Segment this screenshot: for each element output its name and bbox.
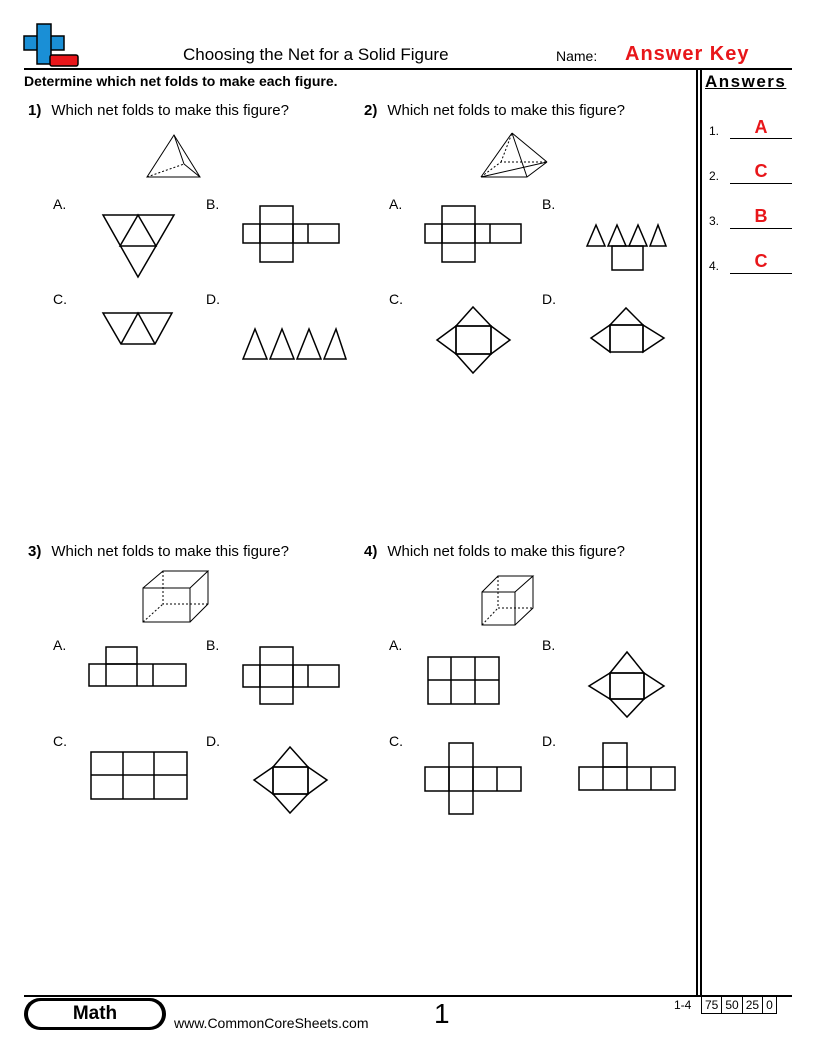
subject-label: Math xyxy=(28,1001,162,1027)
sidebar-divider xyxy=(696,68,698,996)
option-label[interactable]: B. xyxy=(206,196,220,212)
answer-value: A xyxy=(754,117,768,137)
score-cell: 0 xyxy=(763,997,777,1014)
net-square-with-triangles xyxy=(590,307,666,355)
score-cell: 25 xyxy=(742,997,762,1014)
answers-heading: Answers xyxy=(705,72,787,91)
net-cross-cube xyxy=(424,742,524,816)
score-cell: 50 xyxy=(722,997,742,1014)
triangular-pyramid-figure xyxy=(146,134,202,180)
option-label[interactable]: D. xyxy=(206,291,220,307)
option-label[interactable]: B. xyxy=(206,637,220,653)
option-label[interactable]: A. xyxy=(389,637,403,653)
net-cross-squares xyxy=(424,205,524,263)
option-label[interactable]: B. xyxy=(542,637,556,653)
option-label[interactable]: D. xyxy=(206,733,220,749)
question-number: 3) xyxy=(28,543,42,560)
net-square-with-triangles xyxy=(588,651,666,719)
net-triangle-strip xyxy=(102,312,174,346)
instructions: Determine which net folds to make each figure. xyxy=(24,73,338,89)
option-label[interactable]: D. xyxy=(542,291,556,307)
header-rule xyxy=(24,68,792,70)
option-label[interactable]: B. xyxy=(542,196,556,212)
answer-num: 1. xyxy=(709,124,720,138)
page-title: Choosing the Net for a Solid Figure xyxy=(183,45,449,64)
net-square-with-triangles xyxy=(253,746,329,816)
score-cell: 75 xyxy=(702,997,722,1014)
option-label[interactable]: C. xyxy=(53,291,67,307)
net-t-shape xyxy=(578,742,678,792)
footer-rule xyxy=(24,995,792,997)
net-triangles-on-square xyxy=(586,224,668,272)
net-cross-squares xyxy=(242,205,342,263)
option-label[interactable]: C. xyxy=(389,733,403,749)
page-number: 1 xyxy=(434,998,450,1029)
question-text: Which net folds to make this figure? xyxy=(51,543,289,560)
option-label[interactable]: C. xyxy=(53,733,67,749)
question-4 xyxy=(364,543,625,560)
answer-line xyxy=(730,183,792,184)
question-text: Which net folds to make this figure? xyxy=(387,543,625,560)
answer-line xyxy=(730,228,792,229)
question-number: 4) xyxy=(364,543,378,560)
answer-value: B xyxy=(754,206,768,226)
question-1 xyxy=(28,102,289,119)
logo-icon xyxy=(24,24,80,68)
answer-line xyxy=(730,273,792,274)
option-label[interactable]: A. xyxy=(53,196,67,212)
net-cross-squares xyxy=(242,646,342,706)
score-table xyxy=(701,996,777,1014)
net-rectangles xyxy=(88,646,188,688)
question-number: 1) xyxy=(28,102,42,119)
net-four-triangles xyxy=(242,328,348,360)
answer-num: 4. xyxy=(709,259,720,273)
score-range: 1-4 xyxy=(674,998,692,1012)
question-text: Which net folds to make this figure? xyxy=(387,102,625,119)
option-label[interactable]: D. xyxy=(542,733,556,749)
question-number: 2) xyxy=(364,102,378,119)
rectangular-prism-figure xyxy=(142,570,212,624)
subject-badge xyxy=(24,998,166,1030)
option-label[interactable]: A. xyxy=(53,637,67,653)
question-2 xyxy=(364,102,625,119)
square-pyramid-figure xyxy=(480,132,550,180)
answer-value: C xyxy=(754,161,768,181)
option-label[interactable]: C. xyxy=(389,291,403,307)
net-square-with-triangles xyxy=(436,306,512,376)
option-label[interactable]: A. xyxy=(389,196,403,212)
answer-line xyxy=(730,138,792,139)
net-triangles-large xyxy=(102,214,176,280)
net-grid xyxy=(427,656,501,706)
website-link[interactable]: www.CommonCoreSheets.com xyxy=(174,1015,369,1031)
name-label: Name: xyxy=(556,48,598,64)
question-3 xyxy=(28,543,289,560)
answer-num: 2. xyxy=(709,169,720,183)
sidebar-divider-inner xyxy=(700,68,702,996)
question-text: Which net folds to make this figure? xyxy=(51,102,289,119)
answer-value: C xyxy=(754,251,768,271)
cube-figure xyxy=(481,575,537,627)
answer-num: 3. xyxy=(709,214,720,228)
answer-key-label: Answer Key xyxy=(625,43,750,65)
net-grid xyxy=(90,751,190,801)
